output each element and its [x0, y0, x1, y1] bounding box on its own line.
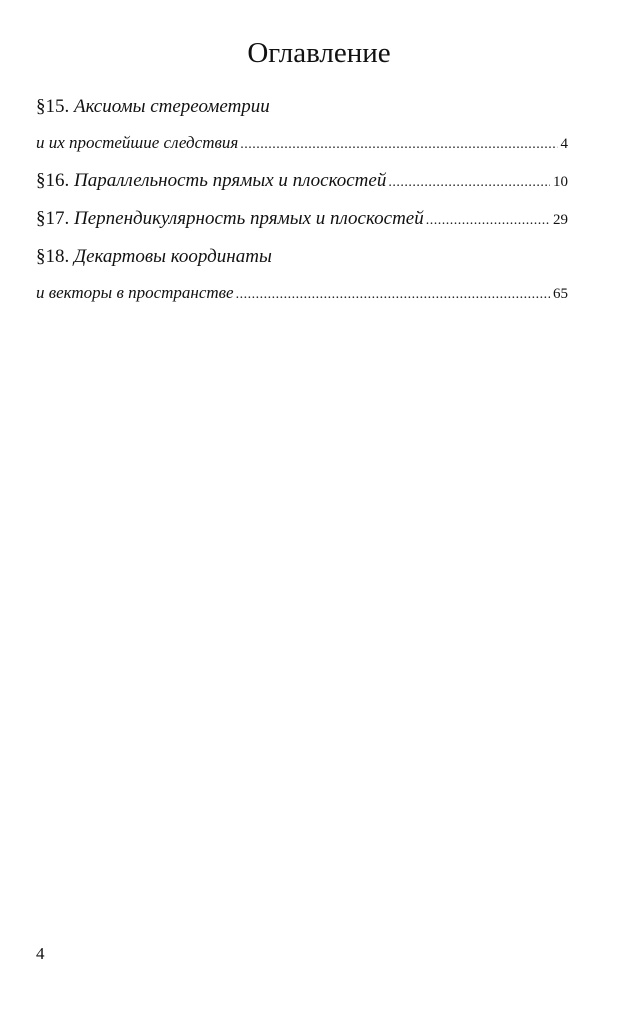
toc-section-number: §18. — [36, 246, 70, 267]
toc-entry-title-continued: и их простейшие следствия — [36, 133, 239, 152]
toc-section-number: §17. — [36, 208, 70, 229]
toc-entry-18-heading[interactable] — [36, 242, 568, 278]
toc-entry-17[interactable] — [36, 204, 568, 242]
toc-page-number: 65 — [553, 286, 568, 302]
toc-entry-title: Параллельность прямых и плоскостей — [74, 170, 387, 191]
dot-leader — [240, 130, 557, 160]
toc-entry-16[interactable] — [36, 166, 568, 204]
toc-entry-15-heading[interactable] — [36, 92, 568, 128]
toc-entry-title: Декартовы координаты — [74, 246, 272, 267]
toc-entry-15-continuation[interactable] — [36, 128, 568, 166]
toc-page-number: 29 — [553, 212, 568, 228]
table-of-contents — [36, 92, 568, 316]
toc-entry-title-continued: и векторы в пространстве — [36, 283, 234, 302]
dot-leader — [426, 206, 550, 236]
toc-entry-18-continuation[interactable] — [36, 278, 568, 316]
toc-page-number: 4 — [560, 136, 568, 152]
dot-leader — [388, 168, 550, 198]
toc-entry-title: Аксиомы стереометрии — [74, 96, 270, 117]
toc-page-number: 10 — [553, 174, 568, 190]
page-number: 4 — [36, 944, 45, 963]
page-title: Оглавление — [247, 37, 391, 69]
toc-entry-title: Перпендикулярность прямых и плоскостей — [74, 208, 424, 229]
dot-leader — [236, 280, 550, 310]
toc-section-number: §15. — [36, 96, 70, 117]
toc-section-number: §16. — [36, 170, 70, 191]
